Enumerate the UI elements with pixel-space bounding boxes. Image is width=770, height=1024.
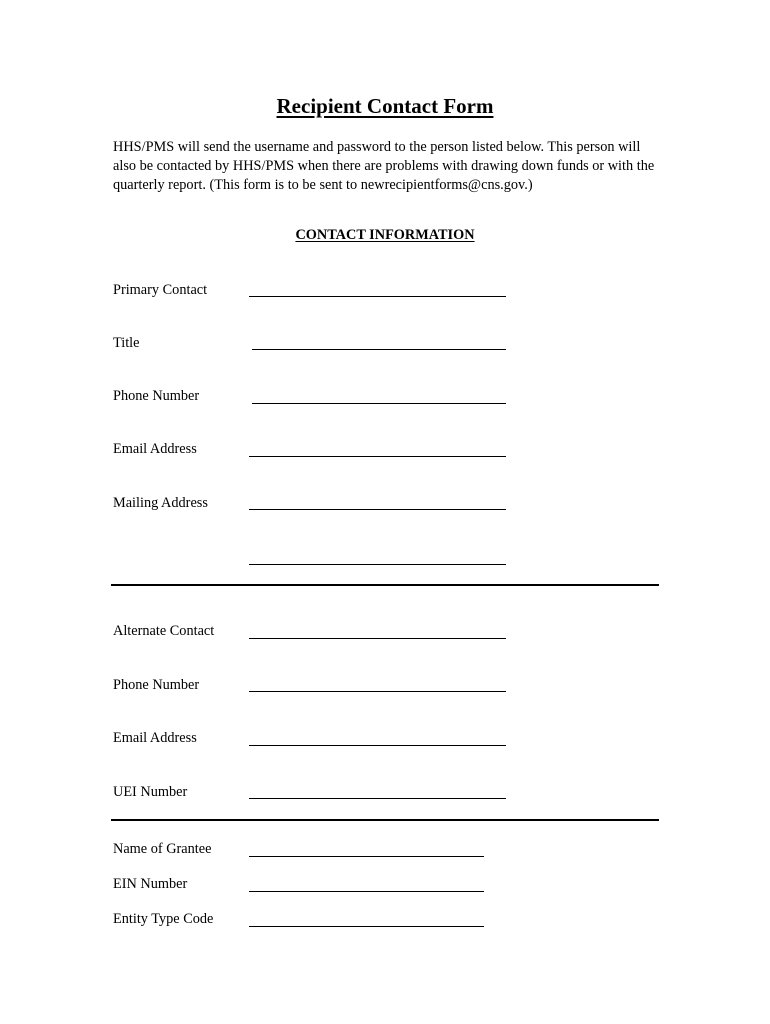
alternate-contact-field[interactable] [249, 638, 506, 639]
mailing-address-field-line-1[interactable] [249, 509, 506, 510]
section-heading-contact-information: CONTACT INFORMATION [295, 227, 475, 243]
alternate-email-address-field[interactable] [249, 745, 506, 746]
alternate-phone-number-field[interactable] [249, 691, 506, 692]
ein-number-label: EIN Number [113, 876, 188, 892]
entity-type-code-label: Entity Type Code [113, 911, 214, 927]
ein-number-field[interactable] [249, 891, 484, 892]
alternate-email-address-label: Email Address [113, 730, 197, 746]
section-divider-alternate [111, 819, 659, 821]
phone-number-field[interactable] [252, 403, 506, 404]
uei-number-field[interactable] [249, 798, 506, 799]
mailing-address-field-line-2[interactable] [249, 564, 506, 565]
email-address-field[interactable] [249, 456, 506, 457]
primary-contact-label: Primary Contact [113, 282, 208, 298]
alternate-phone-number-label: Phone Number [113, 677, 200, 693]
name-of-grantee-label: Name of Grantee [113, 841, 212, 857]
section-divider-primary [111, 584, 659, 586]
primary-contact-field[interactable] [249, 296, 506, 297]
phone-number-label: Phone Number [113, 388, 200, 404]
name-of-grantee-field[interactable] [249, 856, 484, 857]
entity-type-code-field[interactable] [249, 926, 484, 927]
email-address-label: Email Address [113, 441, 197, 457]
title-label: Title [113, 335, 140, 351]
alternate-contact-label: Alternate Contact [113, 623, 215, 639]
intro-paragraph: HHS/PMS will send the username and password to the person listed below. This person will also be contacted by HHS/PMS when there are problems with drawing down funds or with the quarterly report. (This form is to be sent to newrecipientforms@cns.gov.) [113, 139, 655, 193]
form-title: Recipient Contact Form [276, 94, 494, 118]
uei-number-label: UEI Number [113, 784, 188, 800]
title-field[interactable] [252, 349, 506, 350]
mailing-address-label: Mailing Address [113, 495, 208, 511]
